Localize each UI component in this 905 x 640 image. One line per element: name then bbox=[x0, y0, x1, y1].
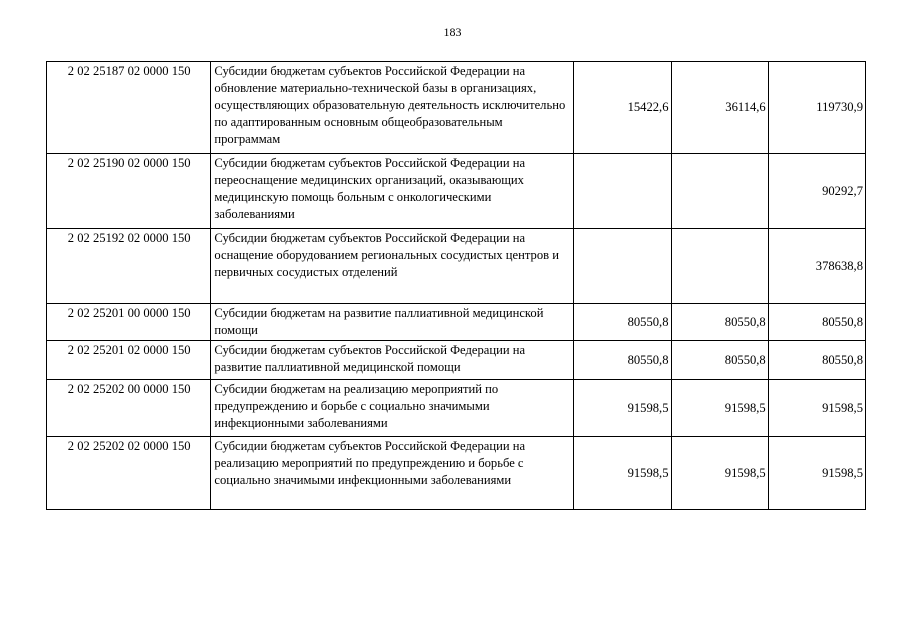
value-cell-3: 80550,8 bbox=[768, 341, 865, 380]
value-cell-3: 80550,8 bbox=[768, 304, 865, 341]
description-cell: Субсидии бюджетам субъектов Российской Федерации на реализацию мероприятий по предупреждению и борьбе с социально значимыми инфекционными заболеваниями bbox=[211, 437, 574, 510]
value-cell-3: 119730,9 bbox=[768, 62, 865, 154]
budget-code-cell: 2 02 25190 02 0000 150 bbox=[47, 154, 211, 229]
budget-code-cell: 2 02 25202 02 0000 150 bbox=[47, 437, 211, 510]
budget-table bbox=[46, 61, 866, 510]
budget-code-cell: 2 02 25202 00 0000 150 bbox=[47, 380, 211, 437]
value-cell-1: 91598,5 bbox=[574, 437, 671, 510]
description-cell: Субсидии бюджетам на реализацию мероприятий по предупреждению и борьбе с социально значимыми инфекционными заболеваниями bbox=[211, 380, 574, 437]
value-cell-1: 91598,5 bbox=[574, 380, 671, 437]
value-cell-2: 80550,8 bbox=[671, 304, 768, 341]
value-cell-2 bbox=[671, 229, 768, 304]
table-row bbox=[47, 437, 866, 510]
value-cell-1: 80550,8 bbox=[574, 341, 671, 380]
value-cell-2 bbox=[671, 154, 768, 229]
value-cell-1 bbox=[574, 154, 671, 229]
table-row bbox=[47, 380, 866, 437]
value-cell-3: 378638,8 bbox=[768, 229, 865, 304]
budget-code-cell: 2 02 25187 02 0000 150 bbox=[47, 62, 211, 154]
table-row bbox=[47, 62, 866, 154]
budget-code-cell: 2 02 25201 02 0000 150 bbox=[47, 341, 211, 380]
value-cell-3: 91598,5 bbox=[768, 437, 865, 510]
description-cell: Субсидии бюджетам на развитие паллиативной медицинской помощи bbox=[211, 304, 574, 341]
value-cell-2: 91598,5 bbox=[671, 380, 768, 437]
value-cell-2: 80550,8 bbox=[671, 341, 768, 380]
table-row bbox=[47, 341, 866, 380]
value-cell-3: 91598,5 bbox=[768, 380, 865, 437]
value-cell-2: 91598,5 bbox=[671, 437, 768, 510]
value-cell-1: 15422,6 bbox=[574, 62, 671, 154]
description-cell: Субсидии бюджетам субъектов Российской Федерации на развитие паллиативной медицинской помощи bbox=[211, 341, 574, 380]
table-row bbox=[47, 229, 866, 304]
value-cell-2: 36114,6 bbox=[671, 62, 768, 154]
value-cell-1 bbox=[574, 229, 671, 304]
page-number: 183 bbox=[443, 25, 462, 39]
description-cell: Субсидии бюджетам субъектов Российской Федерации на переоснащение медицинских организаций, оказывающих медицинскую помощь больным с онкологическими заболеваниями bbox=[211, 154, 574, 229]
description-cell: Субсидии бюджетам субъектов Российской Федерации на обновление материально-технической базы в организациях, осуществляющих образовательную деятельность исключительно по адаптированным основным общеобразовательным программам bbox=[211, 62, 574, 154]
value-cell-1: 80550,8 bbox=[574, 304, 671, 341]
budget-code-cell: 2 02 25192 02 0000 150 bbox=[47, 229, 211, 304]
table-row bbox=[47, 154, 866, 229]
budget-code-cell: 2 02 25201 00 0000 150 bbox=[47, 304, 211, 341]
table-row bbox=[47, 304, 866, 341]
value-cell-3: 90292,7 bbox=[768, 154, 865, 229]
description-cell: Субсидии бюджетам субъектов Российской Федерации на оснащение оборудованием региональных сосудистых центров и первичных сосудистых отделений bbox=[211, 229, 574, 304]
